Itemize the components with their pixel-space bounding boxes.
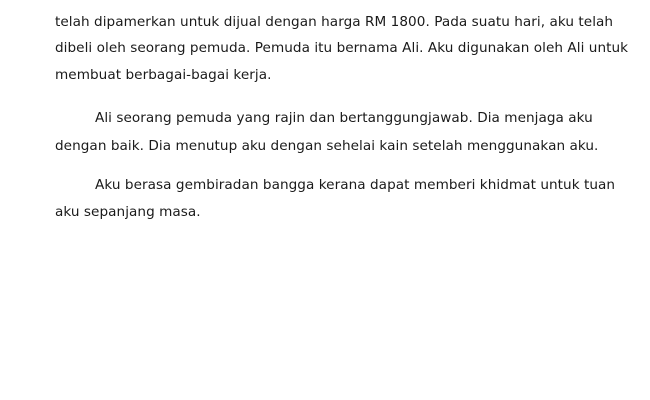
paragraph-1-line-2: dibeli oleh seorang pemuda. Pemuda itu bernama Ali. Aku digunakan oleh Ali untuk — [55, 40, 629, 56]
paragraph-3-line-2: aku sepanjang masa. — [55, 204, 201, 220]
cut-off-text-fragments — [55, 0, 595, 5]
paragraph-2-line-2: dengan baik. Dia menutup aku dengan sehelai kain setelah menggunakan aku. — [55, 138, 599, 154]
paragraph-2-line-1: Ali seorang pemuda yang rajin dan bertanggungjawab. Dia menjaga aku — [95, 110, 593, 126]
paragraph-1-line-3: membuat berbagai-bagai kerja. — [55, 67, 272, 83]
paragraph-1-line-1: telah dipamerkan untuk dijual dengan harga RM 1800. Pada suatu hari, aku telah — [55, 14, 614, 30]
paragraph-3-line-1: Aku berasa gembiradan bangga kerana dapat memberi khidmat untuk tuan — [95, 177, 616, 193]
cut-off-text-line — [55, 0, 595, 10]
